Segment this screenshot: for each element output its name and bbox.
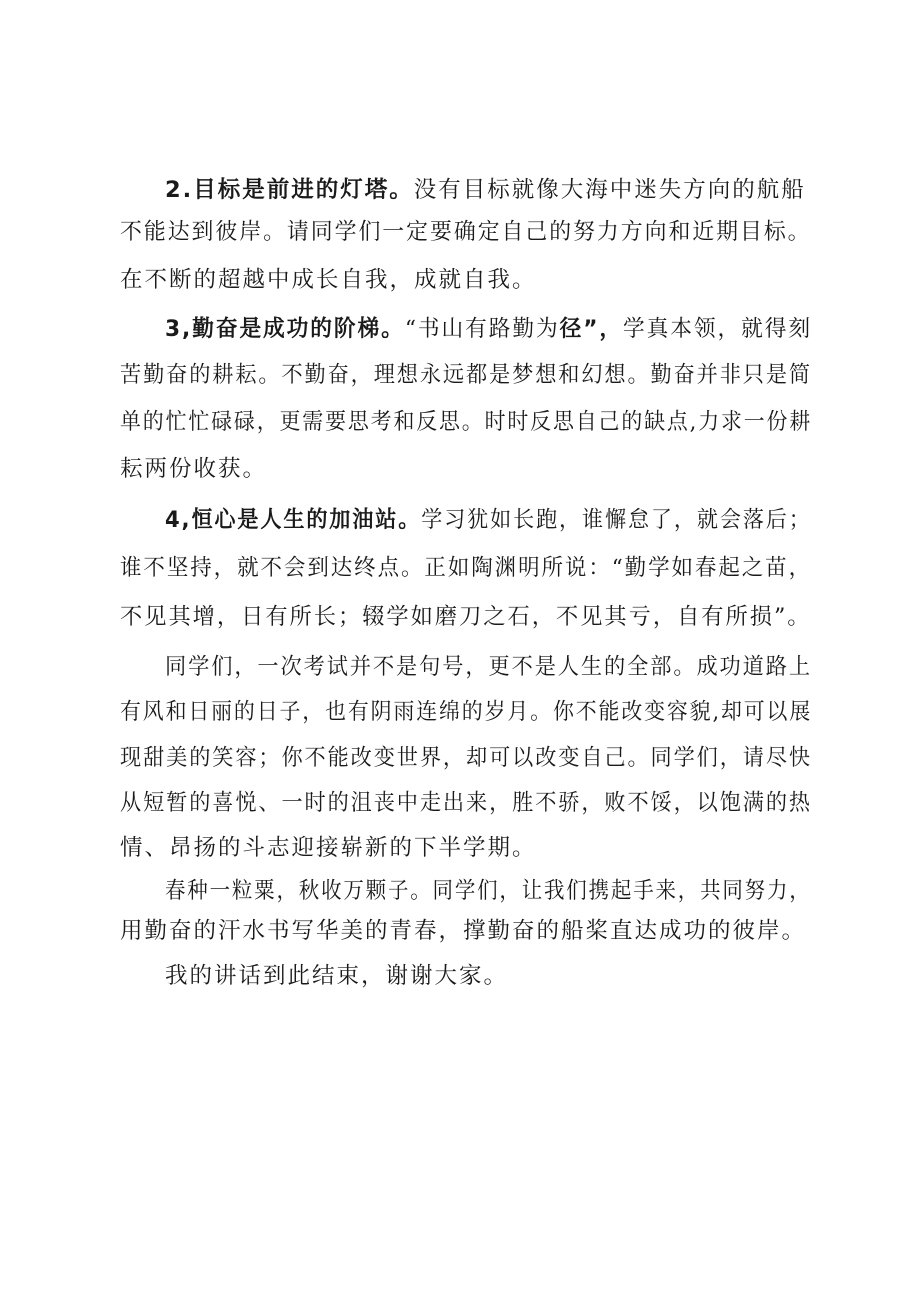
text-line-4 <box>165 311 812 343</box>
text-line-7 <box>120 451 267 483</box>
text-line-15 <box>120 830 537 862</box>
text-line-1 <box>165 172 806 204</box>
text-line-3 <box>120 262 537 294</box>
text-line-13 <box>120 740 812 772</box>
text-line-14 <box>120 785 812 817</box>
line-text: 情、昂扬的斗志迎接崭新的下半学期。 <box>120 835 537 861</box>
text-line-10 <box>120 599 812 631</box>
line-text: 学习犹如长跑，谁懈怠了，就会落后； <box>421 507 812 533</box>
heading-perseverance: 4,恒心是人生的加油站。 <box>165 507 422 533</box>
line-text: 同学们，一次考试并不是句号，更不是人生的全部。成功道路上 <box>165 654 812 680</box>
text-line-8 <box>165 502 812 534</box>
text-line-18 <box>165 958 508 990</box>
text-line-9 <box>120 550 812 582</box>
text-line-6 <box>120 404 812 436</box>
text-line-12 <box>120 694 812 726</box>
text-line-5 <box>120 357 812 389</box>
line-text: 在不断的超越中成长自我，成就自我。 <box>120 267 537 293</box>
line-text: 从短暂的喜悦、一时的沮丧中走出来，胜不骄，败不馁，以饱满的热 <box>120 790 813 816</box>
line-text: 不能达到彼岸。请同学们一定要确定自己的努力方向和近期目标。 <box>120 219 812 245</box>
bold-fragment: 径”， <box>559 316 624 342</box>
line-text: 苦勤奋的耕耘。不勤奋，理想永远都是梦想和幻想。勤奋并非只是简 <box>120 362 813 388</box>
text-line-16 <box>165 873 812 905</box>
text-line-2 <box>120 214 812 246</box>
line-text: 春种一粒粟，秋收万颗子。同学们，让我们携起手来，共同努力， <box>165 878 812 904</box>
text-line-11 <box>165 649 812 681</box>
line-text: 谁不坚持，就不会到达终点。正如陶渊明所说：“勤学如春起之苗， <box>120 555 813 581</box>
line-text: 我的讲话到此结束，谢谢大家。 <box>165 963 509 989</box>
text-line-17 <box>120 913 806 945</box>
line-text: 有风和日丽的日子，也有阴雨连绵的岁月。你不能改变容貌,却可以展 <box>120 699 813 725</box>
line-text: 学真本领，就得刻 <box>623 316 813 342</box>
line-text: 现甜美的笑容；你不能改变世界，却可以改变自己。同学们，请尽快 <box>120 745 813 771</box>
heading-goal: 2.目标是前进的灯塔。 <box>165 177 414 203</box>
line-text: 没有目标就像大海中迷失方向的航船 <box>413 177 806 203</box>
line-text: 单的忙忙碌碌，更需要思考和反思。时时反思自己的缺点,力求一份耕 <box>120 409 813 435</box>
heading-diligence: 3,勤奋是成功的阶梯。 <box>165 316 405 342</box>
line-text: 耘两份收获。 <box>120 456 268 482</box>
line-text: 用勤奋的汗水书写华美的青春，撑勤奋的船桨直达成功的彼岸。 <box>120 918 807 944</box>
line-text: 不见其增，日有所长；辍学如磨刀之石，不见其亏，自有所损”。 <box>120 604 812 630</box>
line-text: “书山有路勤为 <box>404 316 560 342</box>
